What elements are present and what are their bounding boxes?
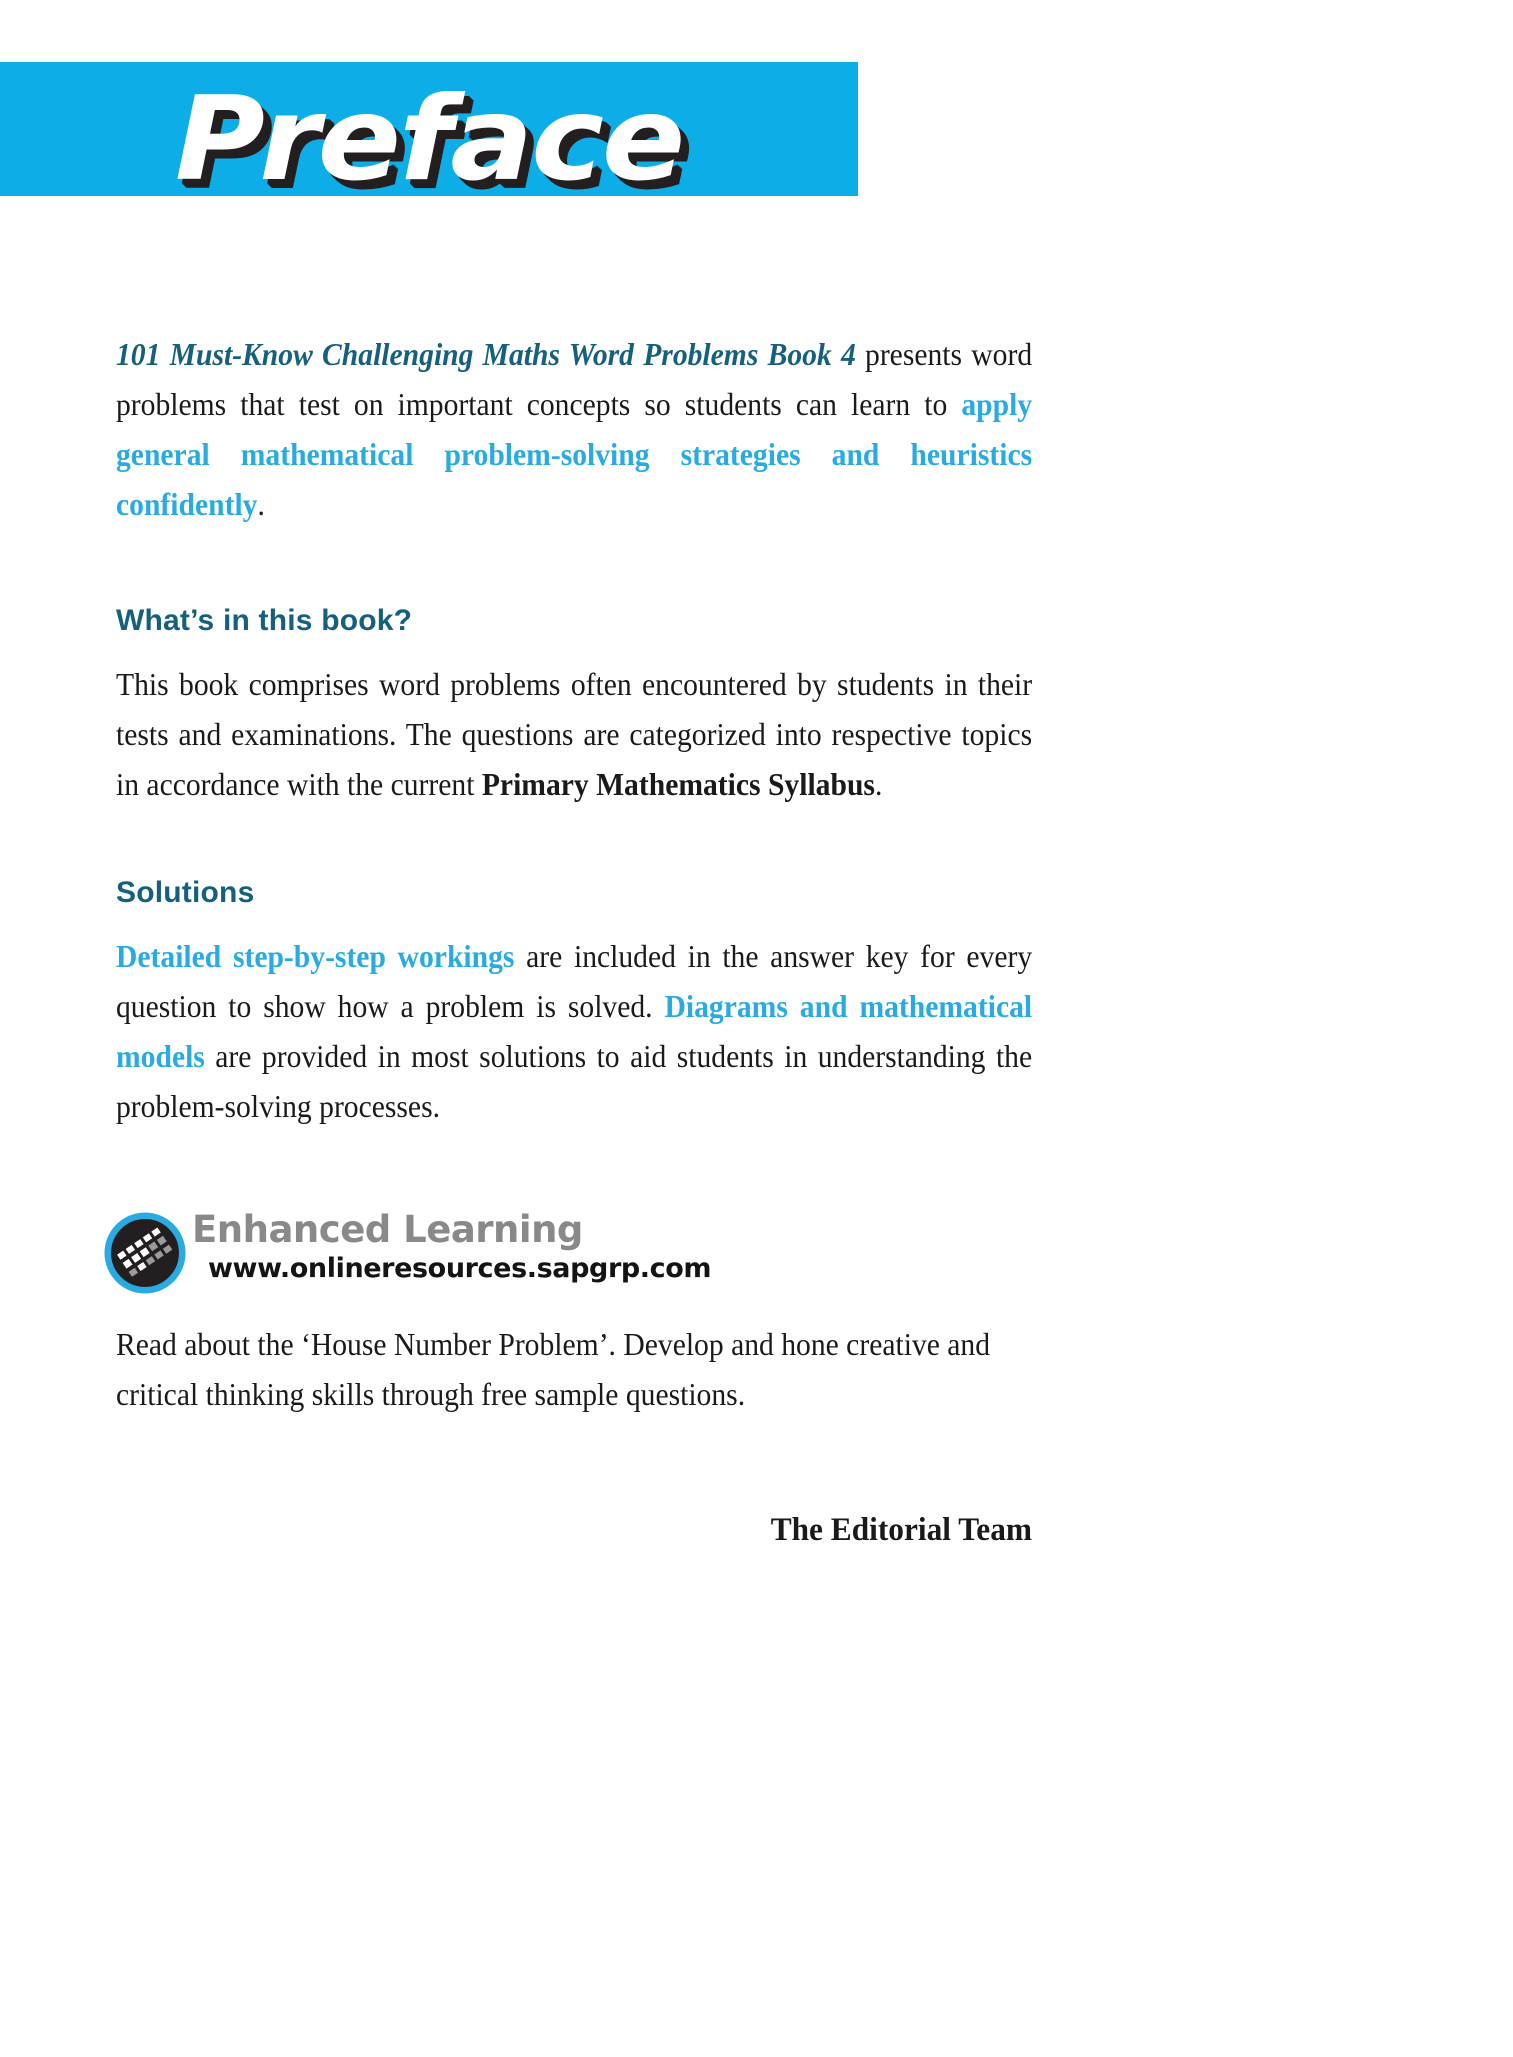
editorial-signature: The Editorial Team — [770, 1512, 1032, 1548]
section-heading-solutions: Solutions — [116, 876, 255, 909]
enhanced-learning-title: Enhanced Learning — [192, 1208, 583, 1251]
solutions-text-2: are provided in most solutions to aid students in understanding the problem-solving processes. — [116, 1039, 1033, 1124]
witb-bold-term: Primary Mathematics Syllabus — [481, 767, 875, 802]
intro-text-2: . — [257, 487, 265, 522]
spacer — [116, 1304, 1032, 1320]
solutions-highlight-2: Diagrams and mathematical models — [116, 989, 1033, 1074]
witb-text-2: . — [874, 767, 883, 802]
intro-text-1: presents word problems that test on important concepts so students can learn to — [116, 337, 1033, 422]
intro-highlight: apply general mathematical problem-solving strategies and heuristics confidently — [116, 387, 1033, 522]
enhanced-learning-filmstrip-icon — [102, 1210, 188, 1296]
spacer — [116, 1420, 1032, 1512]
solutions-text-1: are included in the answer key for every question to show how a problem is solved. — [116, 939, 1033, 1024]
spacer — [116, 1132, 1032, 1208]
enhanced-learning-url[interactable]: www.onlineresources.sapgrp.com — [208, 1253, 712, 1284]
intro-paragraph — [116, 330, 1032, 530]
spacer — [116, 810, 1032, 876]
enhanced-learning-description: Read about the ‘House Number Problem’. Develop and hone creative and critical thinking skills through free sample questions. — [116, 1327, 991, 1412]
solutions-paragraph — [116, 932, 1032, 1132]
solutions-highlight-1: Detailed step-by-step workings — [116, 939, 515, 974]
spacer — [116, 910, 1032, 932]
enhanced-learning-text — [192, 1208, 711, 1286]
spacer — [116, 530, 1032, 604]
page-title: Preface — [174, 72, 684, 207]
book-title-text: 101 Must-Know Challenging Maths Word Problems Book 4 — [116, 337, 856, 372]
enhanced-learning-block — [102, 1208, 1032, 1304]
whats-in-this-book-paragraph — [116, 660, 1032, 810]
spacer — [116, 638, 1032, 660]
witb-text-1: This book comprises word problems often encountered by students in their tests and examinations. The questions are categorized into respective topics in accordance with the current — [116, 667, 1033, 802]
preface-header-banner — [0, 62, 858, 207]
preface-content — [116, 330, 1032, 1549]
section-heading-whats-in-this-book: What’s in this book? — [116, 604, 413, 637]
